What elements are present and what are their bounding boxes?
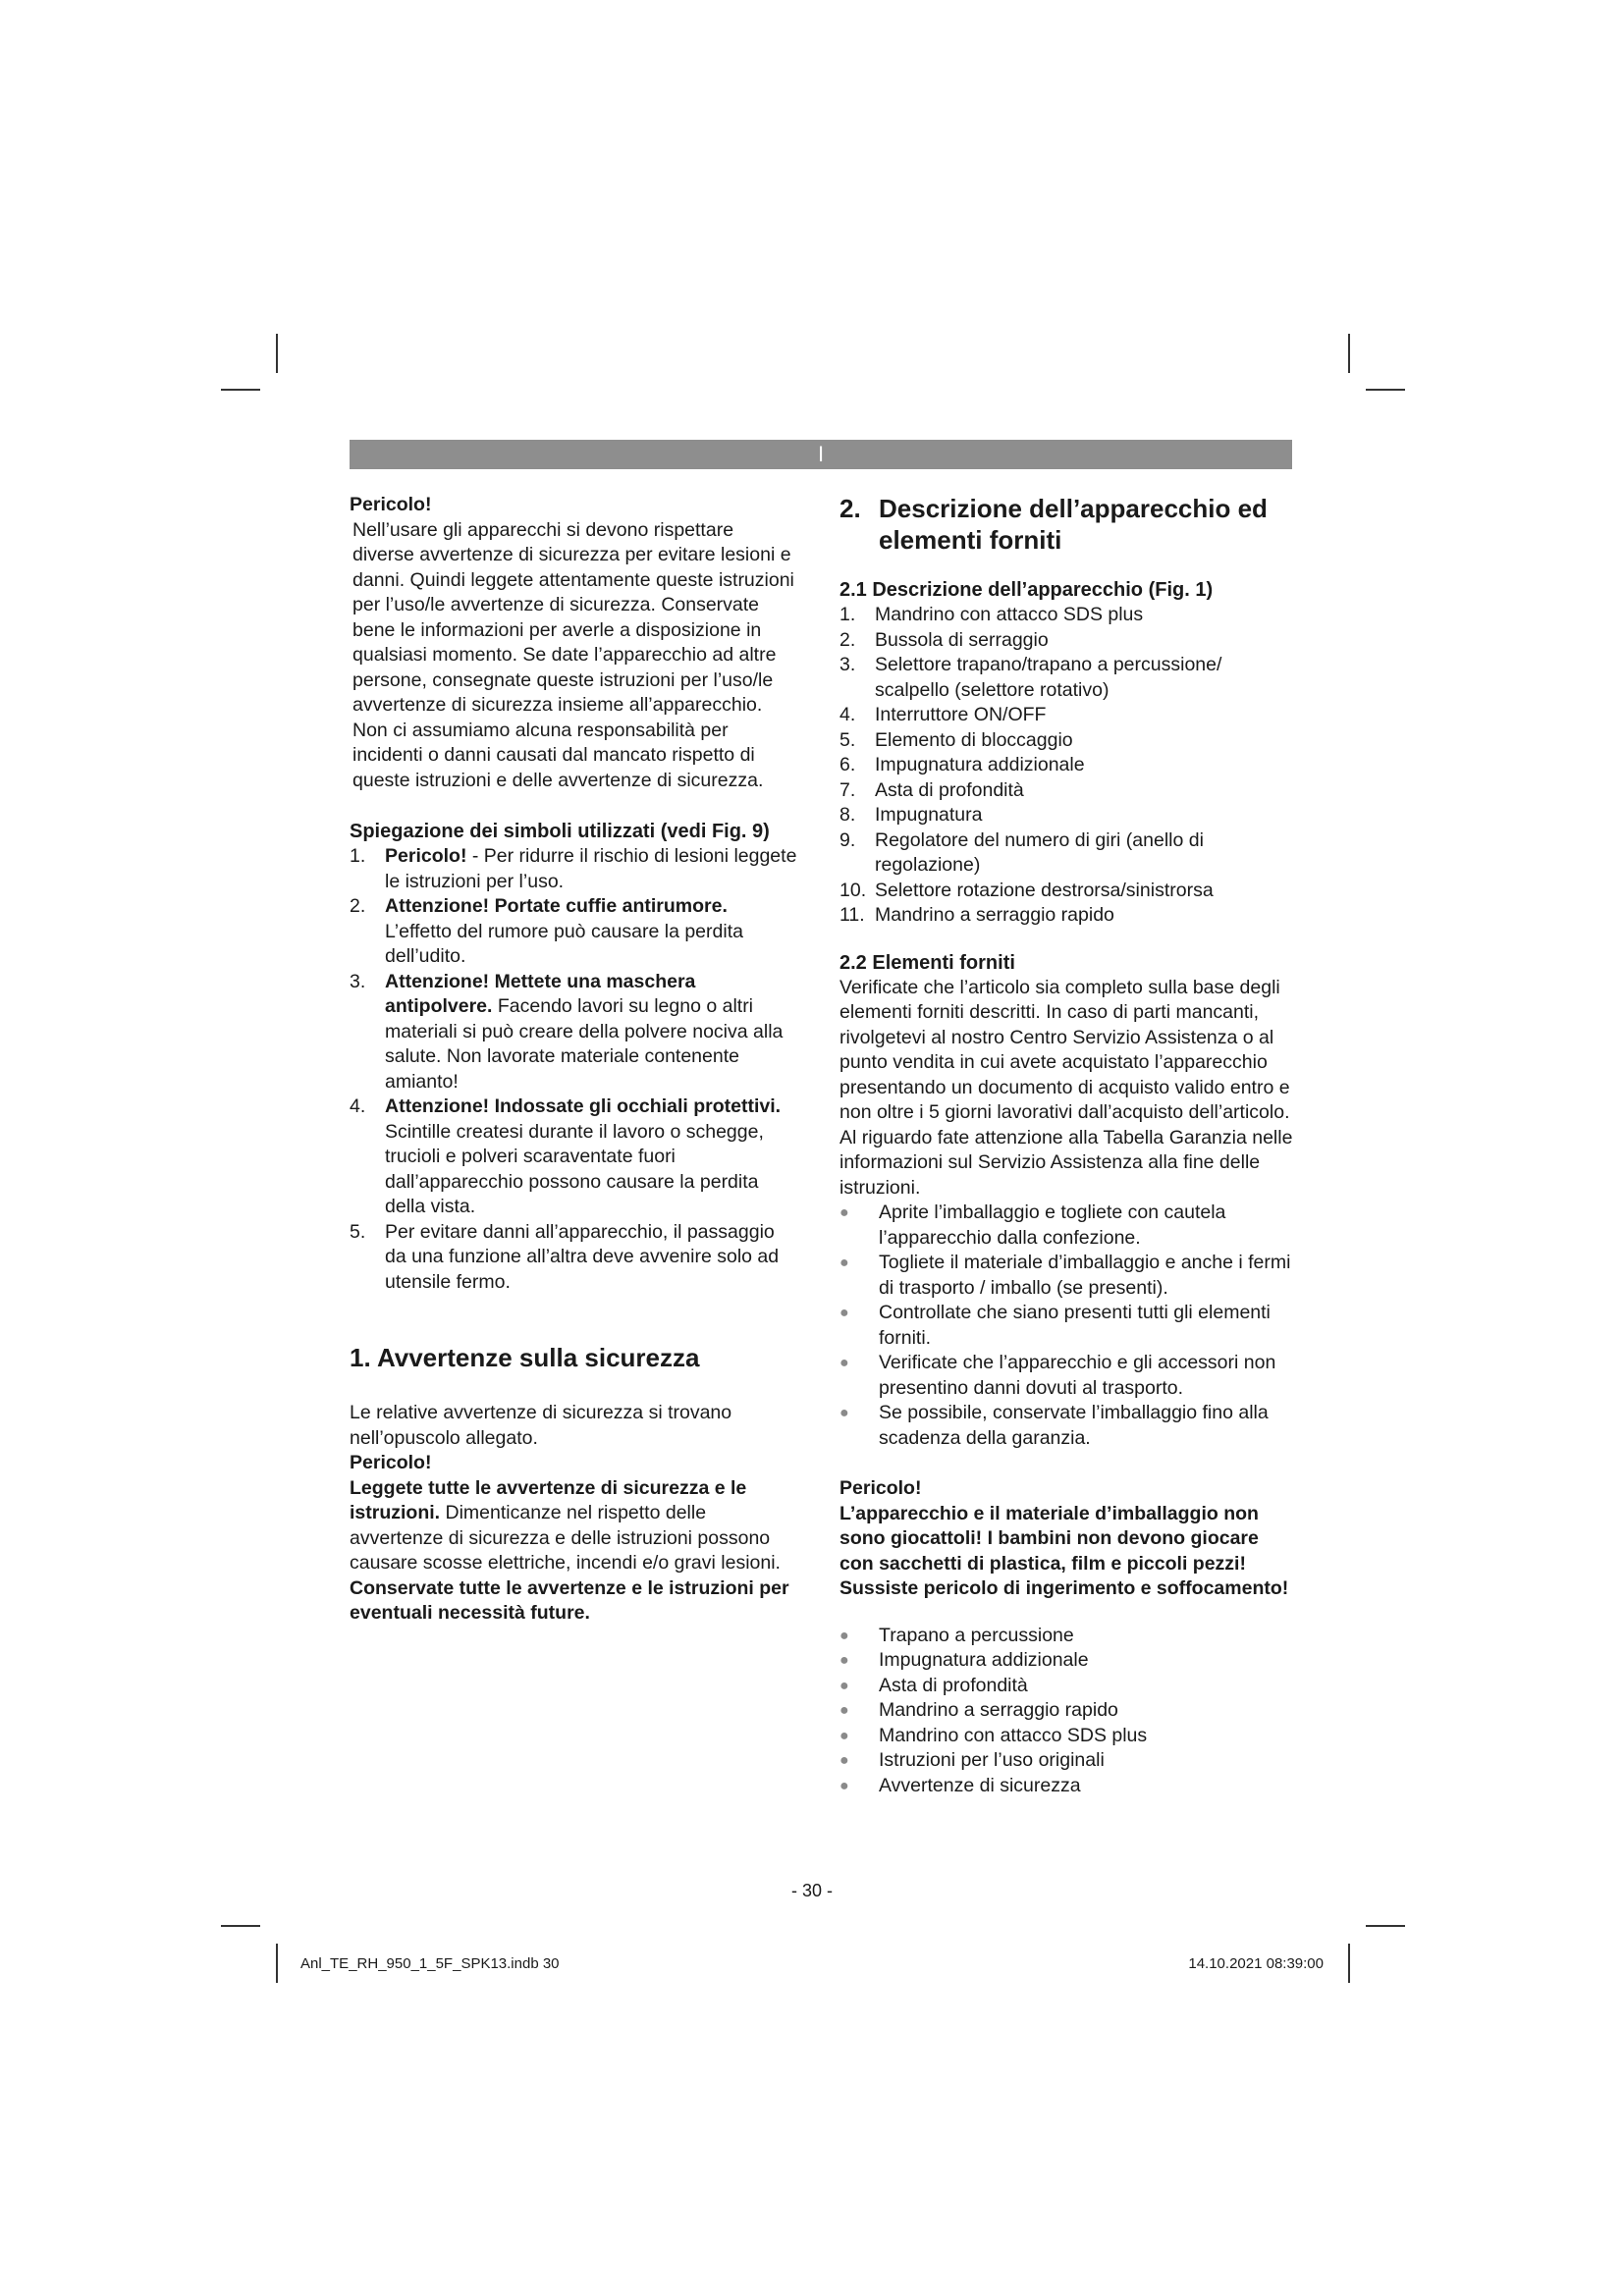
symbols-heading: Spiegazione dei simboli utilizzati (vedi Fig. 9) [350,821,770,842]
list-item: 3. Selettore trapano/trapano a percussione/ scalpello (selettore rotativo) [839,654,1222,701]
bullet-icon: ● [839,1305,849,1321]
list-item: 6. Impugnatura addizionale [839,754,1085,775]
list-item: 7. Asta di profondità [839,778,1024,801]
section-1-pericolo: Pericolo! [350,1452,432,1473]
list-item: 4. Interruttore ON/OFF [839,704,1047,725]
list-item: ● Mandrino a serraggio rapido [839,1698,1293,1724]
list-item: 5. Per evitare danni all’apparecchio, il passaggio da una funzione all’altra deve avvenire solo ad utensile fermo. [350,1220,780,1293]
left-column [350,493,799,1627]
language-header-bar [350,440,1292,469]
footer-filename: Anl_TE_RH_950_1_5F_SPK13.indb 30 [300,1955,560,1972]
section-1-keep-note: Conservate tutte le avvertenze e le istruzioni per eventuali necessità future. [350,1576,789,1624]
bullet-icon: ● [839,1405,849,1421]
list-item: 9. Regolatore del numero di giri (anello di regolazione) [839,828,1204,876]
pericolo-heading: Pericolo! [350,494,432,515]
list-item: 2. Bussola di serraggio [839,628,1049,651]
bullet-icon: ● [839,1652,849,1669]
list-item: ● Avvertenze di sicurezza [839,1774,1293,1799]
list-item: 1. Mandrino con attacco SDS plus [839,604,1144,625]
packaging-pericolo-heading: Pericolo! [839,1477,922,1499]
list-item: ● Asta di profondità [839,1674,1293,1699]
list-item: 11. Mandrino a serraggio rapido [839,904,1114,926]
bullet-icon: ● [839,1255,849,1271]
list-item: ● Controllate che siano presenti tutti gli elementi forniti. [839,1302,1271,1349]
bullet-icon: ● [839,1355,849,1371]
list-item: 4. Attenzione! Indossate gli occhiali protettivi. Scintille createsi durante il lavoro o schegge, trucioli e polveri scaraventate fuori dall’apparecchio possono causare la perdita della vista. [350,1095,782,1217]
list-item: ● Istruzioni per l’uso originali [839,1748,1293,1774]
language-marker: I [817,442,825,466]
right-column [839,493,1293,1798]
crop-mark [221,1925,260,1927]
symbols-list [350,844,799,1295]
bullet-icon: ● [839,1777,849,1794]
list-item: ● Aprite l’imballaggio e togliete con cautela l’apparecchio dalla confezione. [839,1201,1226,1249]
supplied-items-paragraph: Verificate che l’articolo sia completo sulla base degli elementi forniti descritti. In caso di parti mancanti, rivolgetevi al nostro Centro Servizio Assistenza o al punto vendita in cui avete acquistato l’apparecchio presentando un documento di acquisto valido entro e non oltre i 5 giorni lavorativi dall’acquisto dell’articolo. Al riguardo fate attenzione alla Tabella Garanzia nelle informazioni sul Servizio Assistenza alla fine delle istruzioni. [839,976,1293,1199]
crop-mark [221,389,260,391]
list-item: 10. Selettore rotazione destrorsa/sinistrorsa [839,879,1214,901]
bullet-icon: ● [839,1727,849,1744]
bullet-icon: ● [839,1204,849,1221]
bullet-icon: ● [839,1702,849,1719]
list-item: ● Trapano a percussione [839,1624,1293,1649]
subsection-2-1-heading: 2.1 Descrizione dell’apparecchio (Fig. 1) [839,579,1214,601]
safety-intro-paragraph: Nell’usare gli apparecchi si devono rispettare diverse avvertenze di sicurezza per evitare lesioni e danni. Quindi leggete attentamente queste istruzioni per l’uso/le avvertenze di sicurezza. Conservate bene le informazioni per averle a disposizione in qualsiasi momento. Se date l’apparecchio ad altre persone, consegnate queste istruzioni per l’uso/le avvertenze di sicurezza insieme all’apparecchio. Non ci assumiamo alcuna responsabilità per incidenti o danni causati dal mancato rispetto di queste istruzioni e delle avvertenze di sicurezza. [352,518,794,791]
list-item: ● Impugnatura addizionale [839,1648,1293,1674]
section-1-intro: Le relative avvertenze di sicurezza si trovano nell’opuscolo allegato. [350,1402,732,1449]
list-item: 2. Attenzione! Portate cuffie antirumore. L’effetto del rumore può causare la perdita dell’udito. [350,895,743,967]
list-item: 8. Impugnatura [839,804,983,826]
parts-list [839,603,1293,929]
unpacking-steps-list [839,1201,1293,1451]
list-item: 5. Elemento di bloccaggio [839,728,1073,751]
list-item: 3. Attenzione! Mettete una maschera antipolvere. Facendo lavori su legno o altri materiali si può creare della polvere nociva alla salute. Non lavorate materiale contenente amianto! [350,970,784,1093]
section-1-paragraph: Leggete tutte le avvertenze di sicurezza e le istruzioni. Dimenticanze nel rispetto delle avvertenze di sicurezza e delle istruzioni possono causare scosse elettriche, incendi e/o gravi lesioni. [350,1476,781,1574]
crop-mark [276,1944,278,1983]
crop-mark [1348,1944,1350,1983]
crop-mark [1348,334,1350,373]
list-item: ● Togliete il materiale d’imballaggio e anche i fermi di trasporto / imballo (se presenti). [839,1252,1291,1299]
crop-mark [276,334,278,373]
list-item: ● Verificate che l’apparecchio e gli accessori non presentino danni dovuti al trasporto. [839,1352,1276,1399]
section-1-heading: 1. Avvertenze sulla sicurezza [350,1343,700,1372]
bullet-icon: ● [839,1677,849,1694]
supplied-items-list [839,1624,1293,1799]
page-number: - 30 - [790,1881,833,1900]
crop-mark [1366,1925,1405,1927]
packaging-warning: L’apparecchio e il materiale d’imballaggio non sono giocattoli! I bambini non devono giocare con sacchetti di plastica, film e piccoli pezzi! Sussiste pericolo di ingerimento e soffocamento! [839,1502,1289,1599]
section-2-heading: 2. Descrizione dell’apparecchio ed elementi forniti [839,494,1268,555]
subsection-2-2-heading: 2.2 Elementi forniti [839,951,1015,974]
list-item: ● Se possibile, conservate l’imballaggio fino alla scadenza della garanzia. [839,1402,1269,1449]
list-item: ● Mandrino con attacco SDS plus [839,1724,1293,1749]
crop-mark [1366,389,1405,391]
bullet-icon: ● [839,1627,849,1644]
footer-datetime: 14.10.2021 08:39:00 [1188,1955,1324,1972]
bullet-icon: ● [839,1752,849,1769]
list-item: 1. Pericolo! - Per ridurre il rischio di lesioni leggete le istruzioni per l’uso. [350,845,797,892]
